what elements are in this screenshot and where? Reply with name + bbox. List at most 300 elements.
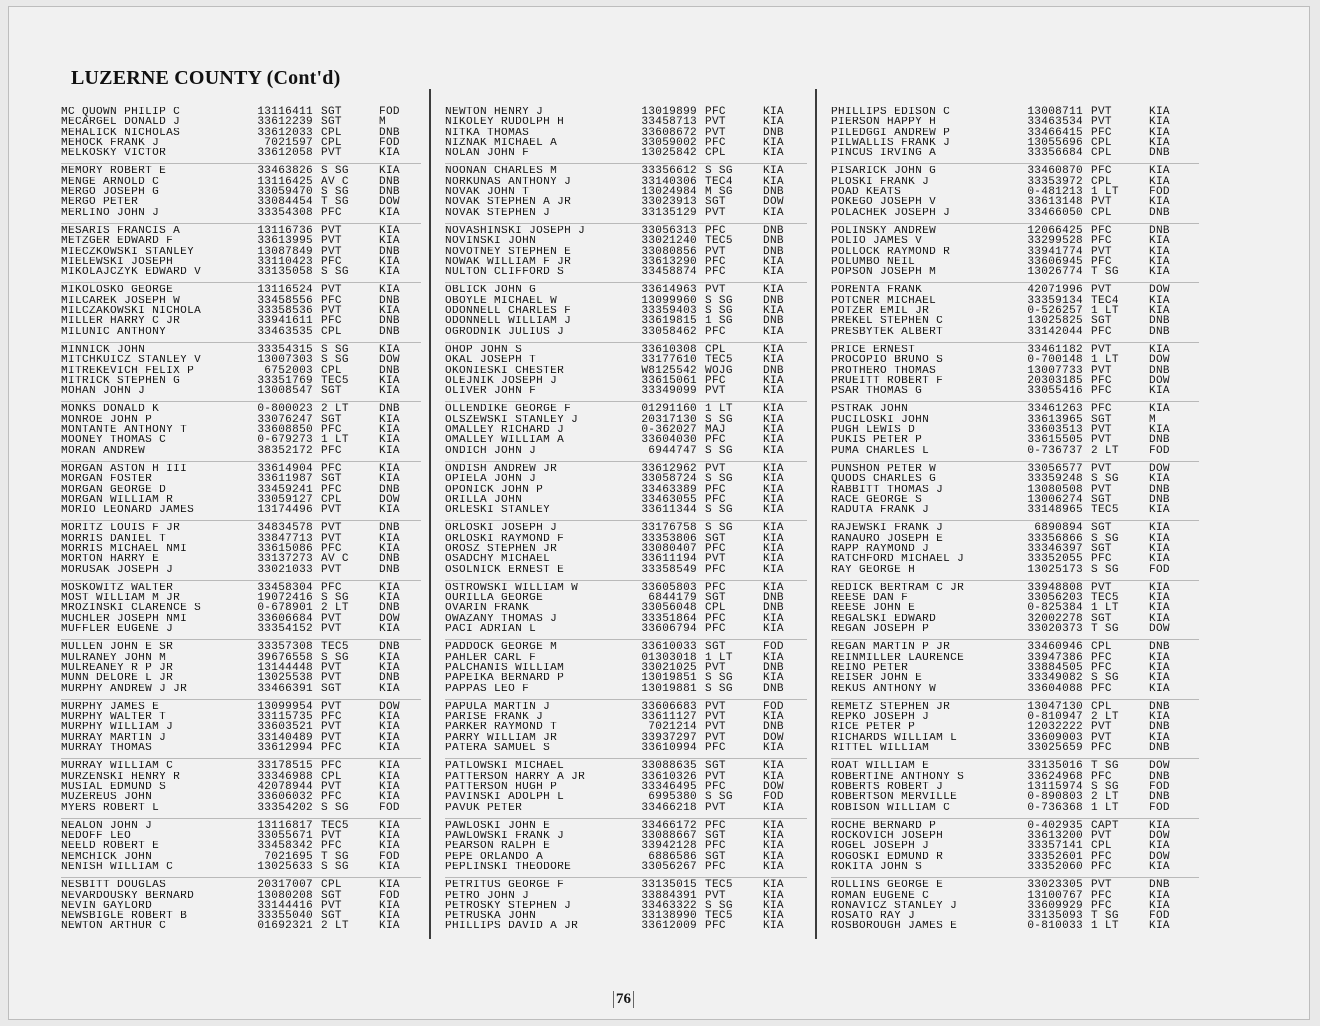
row-rank: CPL bbox=[1091, 175, 1112, 188]
row-rank: CPL bbox=[1091, 641, 1112, 654]
roster-row bbox=[61, 306, 421, 316]
row-name: REINMILLER LAURENCE bbox=[831, 652, 965, 663]
roster-row bbox=[61, 166, 421, 176]
row-name: PSAR THOMAS G bbox=[831, 386, 923, 397]
row-status: FOD bbox=[763, 791, 784, 804]
roster-row bbox=[445, 761, 807, 771]
roster-row bbox=[831, 792, 1199, 802]
row-rank: SGT bbox=[321, 385, 342, 398]
row-name: RATCHFORD MICHAEL J bbox=[831, 554, 965, 565]
roster-row bbox=[445, 474, 807, 484]
roster-row bbox=[61, 712, 421, 722]
row-name: NEWTON ARTHUR C bbox=[61, 921, 167, 932]
row-name: MERGO JOSEPH G bbox=[61, 187, 160, 198]
row-serial: 33352601 bbox=[1027, 850, 1083, 863]
row-rank: S SG bbox=[1091, 532, 1119, 545]
row-serial: 33606683 bbox=[641, 700, 697, 713]
row-serial: 33619815 bbox=[641, 315, 697, 328]
row-status: DNB bbox=[1149, 224, 1170, 237]
row-serial: 33135016 bbox=[1027, 760, 1083, 773]
row-status: KIA bbox=[763, 444, 784, 457]
row-serial: 33354202 bbox=[257, 801, 313, 814]
roster-group bbox=[831, 342, 1199, 401]
row-rank: SGT bbox=[321, 910, 342, 923]
row-rank: 2 LT bbox=[321, 602, 349, 615]
row-serial: 33021240 bbox=[641, 235, 697, 248]
row-rank: PVT bbox=[705, 770, 726, 783]
row-rank: CPL bbox=[321, 364, 342, 377]
roster-row bbox=[445, 673, 807, 683]
roster-row bbox=[445, 316, 807, 326]
row-rank: S SG bbox=[321, 186, 349, 199]
row-rank: 2 LT bbox=[1091, 791, 1119, 804]
roster-row bbox=[831, 841, 1199, 851]
roster-row bbox=[445, 593, 807, 603]
row-status: KIA bbox=[379, 592, 400, 605]
row-serial: 33603513 bbox=[1027, 424, 1083, 437]
row-rank: PFC bbox=[705, 542, 726, 555]
row-name: RAPP RAYMOND J bbox=[831, 543, 930, 555]
row-rank: PVT bbox=[1091, 434, 1112, 447]
row-rank: PVT bbox=[321, 284, 342, 297]
row-serial: 33353972 bbox=[1027, 175, 1083, 188]
row-name: NEDOFF LEO bbox=[61, 831, 132, 842]
row-rank: PVT bbox=[321, 623, 342, 636]
row-serial: 33614904 bbox=[257, 462, 313, 475]
row-status: KIA bbox=[763, 493, 784, 506]
row-name: REKUS ANTHONY W bbox=[831, 683, 937, 694]
roster-row bbox=[61, 464, 421, 474]
row-status: KIA bbox=[379, 731, 400, 744]
row-serial: 33606032 bbox=[257, 791, 313, 804]
row-status: KIA bbox=[379, 532, 400, 545]
roster-row bbox=[445, 148, 807, 158]
roster-group bbox=[61, 401, 421, 460]
row-name: MECARGEL DONALD J bbox=[61, 117, 181, 128]
roster-group bbox=[445, 639, 807, 698]
roster-row bbox=[831, 247, 1199, 257]
roster-group bbox=[445, 401, 807, 460]
row-serial: 13116817 bbox=[257, 819, 313, 832]
row-serial: 0-362027 bbox=[641, 424, 697, 437]
roster-row bbox=[831, 772, 1199, 782]
roster-row bbox=[61, 921, 421, 931]
row-name: MESARIS FRANCIS A bbox=[61, 225, 181, 237]
row-serial: 33612058 bbox=[257, 147, 313, 160]
row-rank: PVT bbox=[321, 235, 342, 248]
row-serial: 0-825384 bbox=[1027, 602, 1083, 615]
row-name: POPSON JOSEPH M bbox=[831, 267, 937, 278]
row-name: PARKER RAYMOND T bbox=[445, 722, 558, 733]
row-rank: PVT bbox=[1091, 721, 1112, 734]
row-rank: 2 LT bbox=[1091, 711, 1119, 724]
row-serial: 0-800023 bbox=[257, 403, 313, 416]
row-status: DOW bbox=[1149, 760, 1170, 773]
row-name: PROCOPIO BRUNO S bbox=[831, 355, 944, 366]
row-serial: 34834578 bbox=[257, 522, 313, 535]
row-rank: PFC bbox=[705, 861, 726, 873]
row-rank: CPL bbox=[321, 325, 342, 338]
row-name: NOVAK STEPHEN A JR bbox=[445, 197, 572, 208]
row-status: KIA bbox=[379, 920, 400, 933]
row-status: DNB bbox=[1149, 364, 1170, 377]
row-name: OLEJNIK JOSEPH J bbox=[445, 375, 558, 387]
row-status: KIA bbox=[379, 424, 400, 437]
row-rank: 2 LT bbox=[1091, 444, 1119, 457]
row-name: PARISE FRANK J bbox=[445, 712, 544, 723]
row-serial: 33021025 bbox=[641, 661, 697, 674]
row-serial: 13025842 bbox=[641, 147, 697, 160]
roster-row bbox=[61, 345, 421, 355]
row-name: MEHOCK FRANK J bbox=[61, 137, 160, 149]
row-serial: 33463389 bbox=[641, 483, 697, 496]
row-name: REGAN JOSEPH P bbox=[831, 624, 930, 635]
row-serial: 33352060 bbox=[1027, 861, 1083, 873]
row-rank: PVT bbox=[321, 731, 342, 744]
row-status: KIA bbox=[763, 473, 784, 486]
row-serial: W8125542 bbox=[641, 364, 697, 377]
row-status: KIA bbox=[763, 581, 784, 594]
row-rank: PFC bbox=[1091, 374, 1112, 387]
row-name: OVARIN FRANK bbox=[445, 603, 530, 614]
row-serial: 33346397 bbox=[1027, 542, 1083, 555]
row-serial: 13174496 bbox=[257, 504, 313, 517]
row-rank: T SG bbox=[321, 850, 349, 863]
roster-row bbox=[61, 603, 421, 613]
row-serial: 13025538 bbox=[257, 672, 313, 685]
row-status: KIA bbox=[379, 819, 400, 832]
roster-row bbox=[61, 208, 421, 218]
row-rank: PFC bbox=[1091, 553, 1112, 566]
row-status: KIA bbox=[1149, 504, 1170, 517]
row-status: DNB bbox=[763, 186, 784, 199]
row-rank: PFC bbox=[705, 581, 726, 594]
row-serial: 33356684 bbox=[1027, 147, 1083, 160]
row-name: PETRO JOHN J bbox=[445, 890, 530, 901]
row-status: DNB bbox=[763, 245, 784, 258]
row-serial: 13116736 bbox=[257, 224, 313, 237]
row-rank: PVT bbox=[1091, 196, 1112, 209]
row-rank: PFC bbox=[1091, 861, 1112, 873]
row-name: PAVUK PETER bbox=[445, 802, 523, 813]
row-rank: PFC bbox=[1091, 126, 1112, 139]
row-status: KIA bbox=[1149, 819, 1170, 832]
row-name: NOVINSKI JOHN bbox=[445, 236, 537, 247]
row-rank: T SG bbox=[1091, 760, 1119, 773]
roster-row bbox=[445, 485, 807, 495]
roster-row bbox=[61, 821, 421, 831]
row-status: KIA bbox=[1149, 305, 1170, 318]
roster-row bbox=[445, 624, 807, 634]
row-status: KIA bbox=[763, 760, 784, 773]
row-status: DNB bbox=[763, 602, 784, 615]
row-rank: PFC bbox=[1091, 235, 1112, 248]
row-name: REGAN MARTIN P JR bbox=[831, 642, 951, 653]
roster-row bbox=[61, 803, 421, 813]
roster-row bbox=[61, 177, 421, 187]
roster-row bbox=[61, 226, 421, 236]
row-status: KIA bbox=[763, 434, 784, 447]
roster-row bbox=[445, 772, 807, 782]
row-rank: 1 LT bbox=[1091, 186, 1119, 199]
row-serial: 13025173 bbox=[1027, 563, 1083, 576]
row-name: ORLOSKI RAYMOND F bbox=[445, 533, 565, 544]
roster-row bbox=[445, 267, 807, 277]
roster-row bbox=[831, 663, 1199, 673]
row-rank: PFC bbox=[1091, 661, 1112, 674]
row-rank: PVT bbox=[1091, 284, 1112, 297]
row-status: KIA bbox=[763, 850, 784, 863]
row-serial: 33055671 bbox=[257, 830, 313, 843]
roster-row bbox=[61, 257, 421, 267]
row-serial: 33608850 bbox=[257, 424, 313, 437]
row-serial: 01303018 bbox=[641, 651, 697, 664]
row-status: DNB bbox=[763, 315, 784, 328]
row-serial: 33021033 bbox=[257, 563, 313, 576]
roster-row bbox=[445, 197, 807, 207]
row-status: DNB bbox=[379, 325, 400, 338]
row-name: NEMCHICK JOHN bbox=[61, 851, 153, 862]
row-status: KIA bbox=[763, 840, 784, 853]
row-name: MILLER HARRY C JR bbox=[61, 316, 181, 327]
roster-row bbox=[61, 565, 421, 575]
row-name: MURPHY ANDREW J JR bbox=[61, 683, 188, 694]
row-status: KIA bbox=[763, 612, 784, 625]
row-rank: CPL bbox=[705, 602, 726, 615]
row-status: M bbox=[379, 116, 386, 129]
roster-group bbox=[445, 163, 807, 222]
row-name: PAWLOSKI JOHN E bbox=[445, 820, 551, 832]
row-name: NEVIN GAYLORD bbox=[61, 900, 153, 912]
row-status: DOW bbox=[379, 493, 400, 506]
roster-row bbox=[61, 684, 421, 694]
roster-column-2 bbox=[445, 105, 807, 935]
row-name: MC QUOWN PHILIP C bbox=[61, 107, 181, 118]
row-name: MIKOLOSKO GEORGE bbox=[61, 285, 174, 296]
row-rank: SGT bbox=[321, 682, 342, 695]
row-status: KIA bbox=[1149, 522, 1170, 535]
row-serial: 13025825 bbox=[1027, 315, 1083, 328]
row-serial: 6995380 bbox=[648, 791, 697, 804]
row-status: DNB bbox=[1149, 434, 1170, 447]
row-serial: 33056267 bbox=[641, 861, 697, 873]
roster-group bbox=[61, 639, 421, 698]
row-name: PAHLER CARL F bbox=[445, 652, 537, 663]
row-serial: 33615061 bbox=[641, 374, 697, 387]
row-rank: PFC bbox=[1091, 325, 1112, 338]
row-rank: PVT bbox=[321, 224, 342, 237]
roster-row bbox=[61, 474, 421, 484]
row-status: KIA bbox=[763, 504, 784, 517]
row-status: FOD bbox=[1149, 563, 1170, 576]
roster-row bbox=[445, 247, 807, 257]
row-name: POLUMBO NEIL bbox=[831, 256, 916, 268]
roster-row bbox=[831, 128, 1199, 138]
row-rank: PVT bbox=[1091, 245, 1112, 258]
row-status: KIA bbox=[379, 206, 400, 219]
row-name: MILCZAKOWSKI NICHOLA bbox=[61, 306, 202, 317]
row-serial: 32002278 bbox=[1027, 612, 1083, 625]
row-rank: PVT bbox=[705, 700, 726, 713]
row-status: KIA bbox=[763, 305, 784, 318]
roster-group bbox=[445, 282, 807, 341]
row-rank: PVT bbox=[321, 612, 342, 625]
roster-row bbox=[831, 316, 1199, 326]
row-status: DNB bbox=[379, 522, 400, 535]
row-status: DNB bbox=[379, 364, 400, 377]
roster-group bbox=[831, 639, 1199, 698]
row-rank: PVT bbox=[321, 721, 342, 734]
row-status: KIA bbox=[763, 147, 784, 160]
row-status: KIA bbox=[763, 742, 784, 755]
row-name: MORTON HARRY E bbox=[61, 554, 160, 565]
row-rank: PFC bbox=[705, 255, 726, 268]
roster-row bbox=[61, 880, 421, 890]
row-rank: TEC5 bbox=[705, 879, 733, 892]
row-name: OMALLEY WILLIAM A bbox=[445, 435, 565, 446]
row-name: MITREKEVICH FELIX P bbox=[61, 365, 195, 376]
row-name: MORITZ LOUIS F JR bbox=[61, 523, 181, 534]
roster-row bbox=[61, 117, 421, 127]
roster-row bbox=[445, 404, 807, 414]
row-name: NOVAK JOHN T bbox=[445, 187, 530, 198]
row-status: DOW bbox=[763, 731, 784, 744]
roster-row bbox=[445, 257, 807, 267]
row-name: MURZENSKI HENRY R bbox=[61, 771, 181, 782]
row-rank: WOJG bbox=[705, 364, 733, 377]
roster-row bbox=[445, 544, 807, 554]
row-rank: PVT bbox=[705, 553, 726, 566]
row-serial: 33613200 bbox=[1027, 830, 1083, 843]
row-status: KIA bbox=[763, 325, 784, 338]
row-status: KIA bbox=[379, 542, 400, 555]
roster-group bbox=[61, 699, 421, 758]
row-rank: PVT bbox=[705, 245, 726, 258]
row-serial: 7021214 bbox=[648, 721, 697, 734]
row-name: OSOLNICK ERNEST E bbox=[445, 564, 565, 575]
row-name: MERGO PETER bbox=[61, 197, 139, 208]
row-rank: PVT bbox=[705, 116, 726, 129]
row-status: DNB bbox=[763, 294, 784, 307]
row-rank: PFC bbox=[321, 742, 342, 755]
roster-row bbox=[61, 852, 421, 862]
row-rank: PVT bbox=[1091, 364, 1112, 377]
row-rank: PFC bbox=[705, 819, 726, 832]
row-status: KIA bbox=[763, 879, 784, 892]
row-rank: TEC5 bbox=[321, 641, 349, 654]
row-status: DNB bbox=[1149, 770, 1170, 783]
row-status: KIA bbox=[763, 284, 784, 297]
row-serial: 33603521 bbox=[257, 721, 313, 734]
row-status: DOW bbox=[379, 196, 400, 209]
row-name: RAJEWSKI FRANK J bbox=[831, 523, 944, 534]
row-name: MULRANEY JOHN M bbox=[61, 652, 167, 663]
row-status: KIA bbox=[379, 661, 400, 674]
row-status: DNB bbox=[379, 563, 400, 576]
roster-group bbox=[831, 282, 1199, 341]
row-status: DOW bbox=[1149, 284, 1170, 297]
roster-row bbox=[445, 523, 807, 533]
row-name: MUCHLER JOSEPH NMI bbox=[61, 613, 188, 625]
roster-row bbox=[61, 901, 421, 911]
roster-row bbox=[831, 614, 1199, 624]
row-rank: S SG bbox=[321, 651, 349, 664]
row-name: NOWAK WILLIAM F JR bbox=[445, 256, 572, 268]
roster-row bbox=[61, 593, 421, 603]
row-name: MONTANTE ANTHONY T bbox=[61, 425, 188, 436]
row-status: KIA bbox=[763, 889, 784, 902]
row-rank: PFC bbox=[705, 136, 726, 149]
row-name: PALCHANIS WILLIAM bbox=[445, 662, 565, 674]
row-name: OKONIESKI CHESTER bbox=[445, 365, 565, 376]
row-rank: PFC bbox=[321, 581, 342, 594]
row-rank: PVT bbox=[705, 385, 726, 398]
roster-row bbox=[831, 852, 1199, 862]
row-serial: 33461182 bbox=[1027, 343, 1083, 356]
row-serial: 33359248 bbox=[1027, 473, 1083, 486]
row-rank: S SG bbox=[705, 473, 733, 486]
row-serial: 33356612 bbox=[641, 165, 697, 178]
row-name: PETRITUS GEORGE F bbox=[445, 880, 565, 891]
row-name: MERLINO JOHN J bbox=[61, 207, 160, 218]
row-status: KIA bbox=[379, 623, 400, 636]
roster-group bbox=[831, 520, 1199, 579]
roster-row bbox=[445, 901, 807, 911]
row-rank: SGT bbox=[705, 532, 726, 545]
row-status: KIA bbox=[1149, 473, 1170, 486]
roster-row bbox=[445, 187, 807, 197]
row-name: QUODS CHARLES G bbox=[831, 474, 937, 485]
row-name: REMETZ STEPHEN JR bbox=[831, 701, 951, 713]
row-status: KIA bbox=[1149, 126, 1170, 139]
row-status: KIA bbox=[1149, 106, 1170, 118]
row-status: DNB bbox=[1149, 721, 1170, 734]
roster-group bbox=[831, 461, 1199, 520]
row-rank: CPL bbox=[321, 879, 342, 892]
row-name: NIZNAK MICHAEL A bbox=[445, 137, 558, 149]
row-name: NITKA THOMAS bbox=[445, 127, 530, 138]
row-serial: 33614963 bbox=[641, 284, 697, 297]
row-serial: 38352172 bbox=[257, 444, 313, 457]
roster-group bbox=[831, 818, 1199, 877]
row-status: KIA bbox=[1149, 592, 1170, 605]
row-serial: 33058462 bbox=[641, 325, 697, 338]
row-name: REINO PETER bbox=[831, 662, 909, 674]
row-status: KIA bbox=[379, 840, 400, 853]
row-rank: PVT bbox=[321, 700, 342, 713]
row-rank: PVT bbox=[1091, 483, 1112, 496]
row-name: OLIVER JOHN F bbox=[445, 386, 537, 397]
row-serial: 13116425 bbox=[257, 175, 313, 188]
row-rank: S SG bbox=[321, 354, 349, 367]
row-name: ODONNELL CHARLES F bbox=[445, 306, 572, 317]
roster-row bbox=[445, 653, 807, 663]
roster-group bbox=[831, 580, 1199, 639]
row-serial: 33358536 bbox=[257, 305, 313, 318]
row-status: DNB bbox=[379, 294, 400, 307]
row-rank: PVT bbox=[1091, 462, 1112, 475]
row-status: KIA bbox=[379, 651, 400, 664]
row-name: RONAVICZ STANLEY J bbox=[831, 900, 958, 912]
row-serial: 13008711 bbox=[1027, 106, 1083, 118]
row-name: PAPEIKA BERNARD P bbox=[445, 673, 565, 684]
row-rank: PFC bbox=[1091, 651, 1112, 664]
roster-row bbox=[831, 197, 1199, 207]
roster-row bbox=[831, 673, 1199, 683]
row-serial: 33613965 bbox=[1027, 413, 1083, 426]
row-serial: 7021597 bbox=[264, 136, 313, 149]
row-status: KIA bbox=[763, 206, 784, 219]
